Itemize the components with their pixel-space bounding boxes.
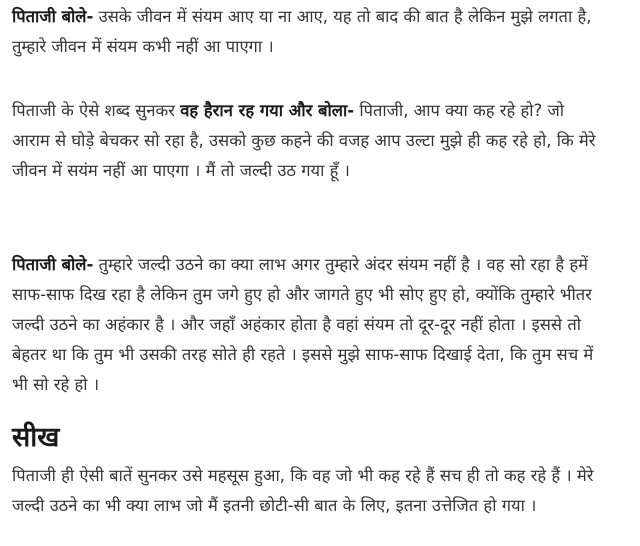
paragraph-lead-text: पिताजी के ऐसे शब्द सुनकर bbox=[12, 101, 181, 120]
paragraph-3 bbox=[12, 250, 602, 400]
paragraph-1 bbox=[12, 2, 602, 62]
speaker-label: पिताजी बोले- bbox=[12, 255, 94, 274]
paragraph-2 bbox=[12, 96, 602, 186]
emphasis-text: वह हैरान रह गया और बोला- bbox=[180, 101, 355, 120]
paragraph-text: तुम्हारे जल्दी उठने का क्या लाभ अगर तुम्हारे अंदर संयम नहीं है । वह सो रहा है हमें साफ-साफ दिख रहा है लेकिन तुम जगे हुए हो और जागते हुए भी सोए हुए हो, क्योंकि तुम्हारे भीतर जल्दी उठने का अहंकार है । और जहाँ अहंकार होता है वहां संयम तो दूर-दूर नहीं होता । इससे तो बेहतर था कि तुम भी उसकी तरह सोते ही रहते । इससे मुझे साफ-साफ दिखाई देता, कि तुम सच में भी सो रहे हो । bbox=[12, 255, 594, 394]
paragraph-text: पिताजी, आप क्या कह रहे हो? जो आराम से घोड़े बेचकर सो रहा है, उसको कुछ कहने की वजह आप उल्टा मुझे ही कह रहे हो, कि मेरे जीवन में सयंम नहीं आ पाएगा । मैं तो जल्दी उठ गया हूँ । bbox=[12, 101, 596, 180]
lesson-paragraph: पिताजी ही ऐसी बातें सुनकर उसे महसूस हुआ, कि वह जो भी कह रहे हैं सच ही तो कह रहे हैं । मेरे जल्दी उठने का भी क्या लाभ जो मैं इतनी छोटी-सी बात के लिए, इतना उत्तेजित हो गया । bbox=[12, 466, 594, 515]
paragraph-text: उसके जीवन में संयम आए या ना आए, यह तो बाद की बात है लेकिन मुझे लगता है, तुम्हारे जीवन में संयम कभी नहीं आ पाएगा । bbox=[12, 7, 592, 56]
speaker-label: पिताजी बोले- bbox=[12, 7, 94, 26]
lesson-heading: सीख bbox=[12, 422, 60, 453]
